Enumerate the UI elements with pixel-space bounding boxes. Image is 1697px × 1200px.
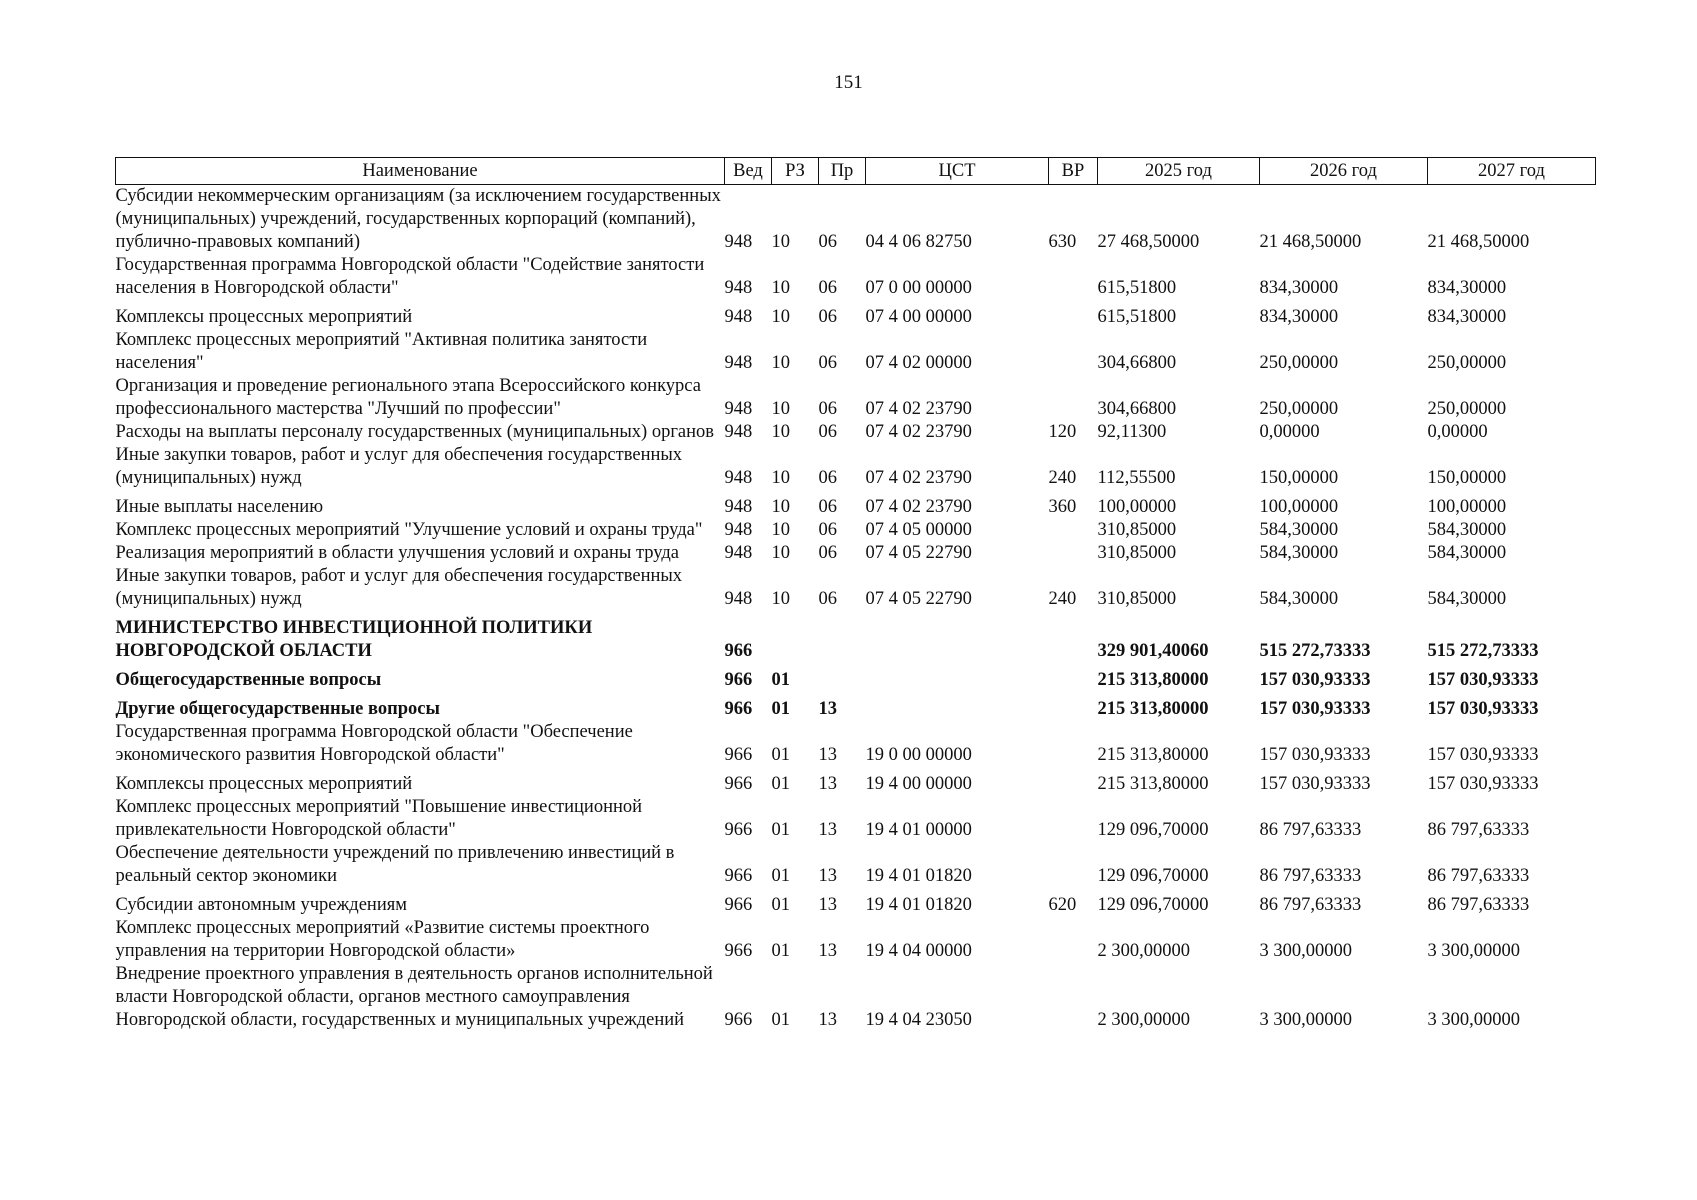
row-rz: 01 [771,670,790,690]
row-cst: 19 4 01 01820 [865,866,972,886]
row-vr: 360 [1048,497,1077,517]
row-rz: 01 [771,699,790,719]
row-pr [819,663,866,692]
column-header-pr: Пр [819,158,866,185]
row-2026: 0,00000 [1259,422,1320,442]
row-ved: 948 [724,399,753,419]
row-2027: 3 300,00000 [1427,1010,1520,1030]
row-2026: 150,00000 [1259,468,1339,488]
row-2026: 834,30000 [1259,307,1339,327]
row-ved: 948 [724,497,753,517]
row-vr [1049,721,1098,767]
row-2027: 584,30000 [1427,543,1507,563]
row-ved: 948 [724,353,753,373]
row-2026: 250,00000 [1259,353,1339,373]
row-pr: 06 [818,399,837,419]
row-cst: 07 0 00 00000 [865,278,972,298]
row-pr: 13 [818,866,837,886]
row-2027: 3 300,00000 [1427,941,1520,961]
row-name: Комплекс процессных мероприятий "Повышение инвестиционной привлекательности Новгородской области" [115,797,643,840]
row-2025: 615,51800 [1097,307,1177,327]
row-2026: 250,00000 [1259,399,1339,419]
row-2026: 86 797,63333 [1259,895,1362,915]
row-2025: 215 313,80000 [1097,670,1209,690]
table-row [116,375,1596,421]
row-2027: 86 797,63333 [1427,895,1530,915]
table-row [116,963,1596,1032]
row-pr [819,611,866,663]
row-2025: 129 096,70000 [1097,866,1209,886]
row-2025: 215 313,80000 [1097,774,1209,794]
row-2027: 21 468,50000 [1427,232,1530,252]
column-header-name: Наименование [116,158,725,185]
row-name: Государственная программа Новгородской области "Содействие занятости населения в Новгородской области" [115,255,705,298]
row-vr [1049,842,1098,888]
row-pr: 13 [818,820,837,840]
row-2026: 157 030,93333 [1259,774,1371,794]
row-name: Внедрение проектного управления в деятельность органов исполнительной власти Новгородской области, органов местного самоуправления Новгородской области, государственных и муниципальных учреждений [115,964,713,1030]
table-row [116,444,1596,490]
row-name: Комплекс процессных мероприятий «Развитие системы проектного управления на территории Новгородской области» [115,918,650,961]
row-vr: 240 [1048,589,1077,609]
row-rz: 10 [771,589,790,609]
row-ved: 966 [724,670,753,690]
row-ved: 966 [724,941,753,961]
row-pr: 13 [818,745,837,765]
row-ved: 966 [724,699,753,719]
row-2025: 27 468,50000 [1097,232,1200,252]
row-2025: 129 096,70000 [1097,895,1209,915]
row-name: Общегосударственные вопросы [115,670,382,690]
row-ved: 966 [724,820,753,840]
row-name: Комплексы процессных мероприятий [115,307,413,327]
row-ved: 948 [724,543,753,563]
table-row [116,329,1596,375]
row-pr: 13 [818,1010,837,1030]
row-2025: 2 300,00000 [1097,941,1190,961]
row-2026: 3 300,00000 [1259,941,1352,961]
budget-table [115,157,1596,1032]
table-row [116,421,1596,444]
row-2025: 310,85000 [1097,589,1177,609]
row-vr: 120 [1048,422,1077,442]
row-ved: 948 [724,589,753,609]
row-2026: 86 797,63333 [1259,866,1362,886]
row-ved: 966 [724,774,753,794]
row-2026: 157 030,93333 [1259,670,1371,690]
row-2025: 129 096,70000 [1097,820,1209,840]
table-header-row [116,158,1596,185]
row-rz: 01 [771,895,790,915]
row-vr [1049,375,1098,421]
row-vr [1049,254,1098,300]
row-2025: 615,51800 [1097,278,1177,298]
row-cst: 19 4 04 00000 [865,941,972,961]
row-vr: 620 [1048,895,1077,915]
row-vr: 240 [1048,468,1077,488]
row-name: Комплекс процессных мероприятий "Улучшение условий и охраны труда" [115,520,703,540]
row-pr: 06 [818,232,837,252]
row-2027: 250,00000 [1427,353,1507,373]
table-row [116,185,1596,255]
row-pr: 06 [818,353,837,373]
row-rz: 01 [771,745,790,765]
row-rz: 01 [771,1010,790,1030]
row-2025: 304,66800 [1097,353,1177,373]
row-2025: 304,66800 [1097,399,1177,419]
row-2025: 215 313,80000 [1097,745,1209,765]
table-row [116,663,1596,692]
row-vr [1049,917,1098,963]
row-name: Иные закупки товаров, работ и услуг для обеспечения государственных (муниципальных) нужд [115,445,683,488]
row-2025: 2 300,00000 [1097,1010,1190,1030]
table-row [116,542,1596,565]
row-cst: 07 4 02 23790 [865,497,972,517]
row-ved: 948 [724,307,753,327]
row-cst: 04 4 06 82750 [865,232,972,252]
row-rz: 10 [771,497,790,517]
row-vr: 630 [1048,232,1077,252]
column-header-2025: 2025 год [1098,158,1260,185]
row-ved: 948 [724,520,753,540]
row-2026: 584,30000 [1259,589,1339,609]
table-row [116,767,1596,796]
table-row [116,721,1596,767]
row-2025: 92,11300 [1097,422,1167,442]
row-pr: 06 [818,520,837,540]
column-header-rz: РЗ [772,158,819,185]
table-row [116,519,1596,542]
row-vr [1049,767,1098,796]
row-ved: 966 [724,641,753,661]
table-body [116,185,1596,1033]
row-pr: 06 [818,422,837,442]
row-pr: 13 [818,895,837,915]
row-2025: 310,85000 [1097,543,1177,563]
row-2027: 250,00000 [1427,399,1507,419]
row-pr: 06 [818,589,837,609]
row-2026: 3 300,00000 [1259,1010,1352,1030]
row-pr: 06 [818,278,837,298]
table-row [116,888,1596,917]
row-name: Другие общегосударственные вопросы [115,699,440,719]
row-2026: 834,30000 [1259,278,1339,298]
row-cst [866,692,1049,721]
table-row [116,692,1596,721]
row-vr [1049,663,1098,692]
row-cst: 19 4 04 23050 [865,1010,972,1030]
row-ved: 966 [724,1010,753,1030]
row-vr [1049,300,1098,329]
column-header-2027: 2027 год [1428,158,1596,185]
row-rz: 10 [771,422,790,442]
row-name: Расходы на выплаты персоналу государственных (муниципальных) органов [115,422,715,442]
row-2027: 150,00000 [1427,468,1507,488]
row-ved: 966 [724,895,753,915]
row-2026: 584,30000 [1259,543,1339,563]
row-2027: 834,30000 [1427,307,1507,327]
row-cst: 19 4 00 00000 [865,774,972,794]
row-2026: 157 030,93333 [1259,745,1371,765]
table-row [116,300,1596,329]
row-pr: 06 [818,497,837,517]
row-2026: 100,00000 [1259,497,1339,517]
row-2027: 157 030,93333 [1427,745,1539,765]
row-2027: 515 272,73333 [1427,641,1539,661]
row-name: Реализация мероприятий в области улучшения условий и охраны труда [115,543,679,563]
row-vr [1049,542,1098,565]
row-cst: 07 4 05 22790 [865,589,972,609]
column-header-vr: ВР [1049,158,1098,185]
row-rz: 10 [771,543,790,563]
row-name: Комплекс процессных мероприятий "Активная политика занятости населения" [115,330,648,373]
row-cst: 19 4 01 01820 [865,895,972,915]
row-2025: 215 313,80000 [1097,699,1209,719]
row-name: Государственная программа Новгородской области "Обеспечение экономического развития Новгородской области" [115,722,633,765]
row-name: Субсидии автономным учреждениям [115,895,407,915]
table-row [116,796,1596,842]
row-ved: 966 [724,745,753,765]
column-header-ved: Вед [725,158,772,185]
row-pr: 13 [818,699,837,719]
row-pr: 13 [818,774,837,794]
row-2027: 834,30000 [1427,278,1507,298]
row-2027: 100,00000 [1427,497,1507,517]
row-rz: 10 [771,399,790,419]
row-2027: 157 030,93333 [1427,670,1539,690]
row-vr [1049,611,1098,663]
row-2027: 0,00000 [1427,422,1488,442]
row-2027: 157 030,93333 [1427,699,1539,719]
row-vr [1049,963,1098,1032]
row-name: Субсидии некоммерческим организациям (за исключением государственных (муниципальных) учреждений, государственных корпораций (компаний), публично-правовых компаний) [115,186,721,252]
row-ved: 948 [724,278,753,298]
row-ved: 948 [724,422,753,442]
row-name: Организация и проведение регионального этапа Всероссийского конкурса профессионального мастерства "Лучший по профессии" [115,376,701,419]
row-name: Иные закупки товаров, работ и услуг для обеспечения государственных (муниципальных) нужд [115,566,683,609]
table-row [116,565,1596,611]
row-rz: 01 [771,941,790,961]
row-pr: 06 [818,307,837,327]
row-2026: 157 030,93333 [1259,699,1371,719]
row-2026: 86 797,63333 [1259,820,1362,840]
row-2026: 21 468,50000 [1259,232,1362,252]
row-rz: 01 [771,820,790,840]
row-cst: 07 4 05 22790 [865,543,972,563]
column-header-2026: 2026 год [1260,158,1428,185]
table-row [116,254,1596,300]
row-name: Иные выплаты населению [115,497,324,517]
row-cst: 07 4 02 23790 [865,422,972,442]
row-2027: 86 797,63333 [1427,820,1530,840]
row-vr [1049,796,1098,842]
row-cst: 07 4 02 23790 [865,468,972,488]
row-name: МИНИСТЕРСТВО ИНВЕСТИЦИОННОЙ ПОЛИТИКИ НОВГОРОДСКОЙ ОБЛАСТИ [115,618,593,661]
row-2027: 157 030,93333 [1427,774,1539,794]
row-rz: 10 [771,353,790,373]
row-ved: 948 [724,232,753,252]
page-number: 151 [834,72,863,93]
row-2025: 329 901,40060 [1097,641,1209,661]
row-rz: 10 [771,468,790,488]
row-name: Комплексы процессных мероприятий [115,774,413,794]
row-cst: 19 4 01 00000 [865,820,972,840]
row-ved: 948 [724,468,753,488]
column-header-cst: ЦСТ [866,158,1049,185]
row-rz: 10 [771,278,790,298]
table-row [116,917,1596,963]
row-cst [866,663,1049,692]
table-row [116,490,1596,519]
row-2027: 584,30000 [1427,520,1507,540]
row-2026: 584,30000 [1259,520,1339,540]
row-rz: 10 [771,232,790,252]
row-rz [772,611,819,663]
row-vr [1049,692,1098,721]
row-2025: 310,85000 [1097,520,1177,540]
row-pr: 13 [818,941,837,961]
table-row [116,611,1596,663]
row-rz: 01 [771,774,790,794]
row-cst: 07 4 02 00000 [865,353,972,373]
row-rz: 10 [771,307,790,327]
row-2026: 515 272,73333 [1259,641,1371,661]
row-pr: 06 [818,468,837,488]
row-cst: 07 4 05 00000 [865,520,972,540]
row-vr [1049,519,1098,542]
row-2027: 584,30000 [1427,589,1507,609]
table-row [116,842,1596,888]
row-cst [866,611,1049,663]
row-2025: 112,55500 [1097,468,1176,488]
row-name: Обеспечение деятельности учреждений по привлечению инвестиций в реальный сектор экономики [115,843,675,886]
row-pr: 06 [818,543,837,563]
row-2025: 100,00000 [1097,497,1177,517]
row-cst: 19 0 00 00000 [865,745,972,765]
row-rz: 01 [771,866,790,886]
row-ved: 966 [724,866,753,886]
row-2027: 86 797,63333 [1427,866,1530,886]
row-vr [1049,329,1098,375]
row-cst: 07 4 02 23790 [865,399,972,419]
row-rz: 10 [771,520,790,540]
row-cst: 07 4 00 00000 [865,307,972,327]
